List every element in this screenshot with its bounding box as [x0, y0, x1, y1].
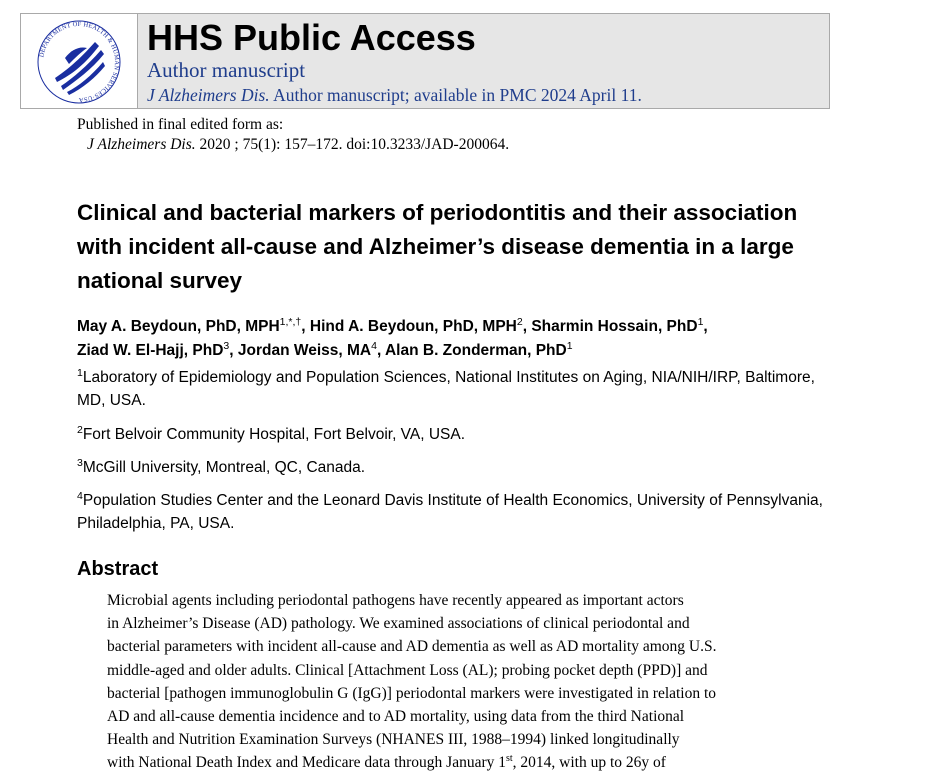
abstract-line: bacterial [pathogen immunoglobulin G (IgG)] periodontal markers were investigated in relation to [107, 684, 717, 702]
journal-abbrev[interactable]: J Alzheimers Dis. [147, 85, 270, 105]
hhs-eagle-logo-icon [35, 20, 123, 104]
author[interactable]: Ziad W. El-Hajj, PhD$^3$ [77, 340, 230, 359]
citation-line [77, 135, 509, 155]
hhs-public-access-title: HHS Public Access [147, 17, 476, 58]
abstract-line: in Alzheimer’s Disease (AD) pathology. We examined associations of clinical periodontal and [107, 615, 690, 633]
author-list: May A. Beydoun, PhD, $MPH^{1,*,\dagger}$, Hind A. Beydoun, PhD, MPH$^2$, Sharmin Hossain, PhD$^1$, Ziad W. El-Hajj, PhD$^3$, Jordan Weiss, $MA^4$, Alan B. Zonderman, PhD$^1$ [77, 316, 708, 359]
abstract-line: middle-aged and older adults. Clinical [Attachment Loss (AL); probing pocket depth (PPD)] and [107, 661, 708, 679]
author-manuscript-label: Author manuscript [147, 58, 306, 82]
abstract-line: AD and all-cause dementia incidence and to AD mortality, using data from the third National [107, 708, 685, 726]
citation-journal: J Alzheimers Dis. [87, 136, 196, 153]
abstract-heading: Abstract [77, 558, 159, 580]
abstract-line: Health and Nutrition Examination Surveys (NHANES III, 1988–1994) linked longitudinally [107, 731, 680, 749]
article-title: Clinical and bacterial markers of periodontitis and their association with incident all-cause and Alzheimer’s disease dementia in a large national survey [77, 200, 798, 293]
affiliation: $^4$Population Studies Center and the Leonard Davis Institute of Health Economics, University of Pennsylvania, Philadelphia, PA, USA. [77, 490, 823, 532]
author[interactable]: Hind A. Beydoun, PhD, MPH$^2$ [309, 316, 523, 335]
abstract-body [107, 589, 716, 775]
abstract-line: bacterial parameters with incident all-cause and AD dementia as well as AD mortality among U.S. [107, 638, 717, 656]
published-label: Published in final edited form as: [77, 116, 284, 133]
availability-text: Author manuscript; available in PMC 2024 April 11. [269, 85, 642, 105]
abstract-line: with National Death Index and Medicare data through January 1st, 2014, with up to 26y of [107, 753, 666, 772]
affiliation: $^3$McGill University, Montreal, QC, Canada. [77, 457, 366, 476]
author[interactable]: Alan B. Zonderman, PhD$^1$ [384, 340, 573, 359]
published-in-block [77, 115, 509, 155]
author[interactable]: Sharmin Hossain, PhD$^1$ [531, 316, 704, 335]
citation-details: 2020 ; 75(1): 157–172. doi:10.3233/JAD-200064. [195, 136, 510, 153]
logo-ring-text: DEPARTMENT OF HEALTH & HUMAN SERVICES·USA [38, 20, 121, 104]
abstract-line: Microbial agents including periodontal pathogens have recently appeared as important actors [107, 592, 684, 609]
author[interactable]: Jordan Weiss, $MA^4$ [237, 340, 377, 359]
availability-line [147, 84, 642, 106]
author[interactable]: May A. Beydoun, PhD, $MPH^{1,*,\dagger}$ [77, 316, 302, 335]
affiliation: $^1$Laboratory of Epidemiology and Population Sciences, National Institutes on Aging, NIA/NIH/IRP, Baltimore, MD, USA. [77, 367, 815, 409]
hhs-header-banner [20, 13, 830, 109]
affiliation: $^2$Fort Belvoir Community Hospital, Fort Belvoir, VA, USA. [77, 424, 466, 443]
hhs-logo [21, 14, 138, 108]
